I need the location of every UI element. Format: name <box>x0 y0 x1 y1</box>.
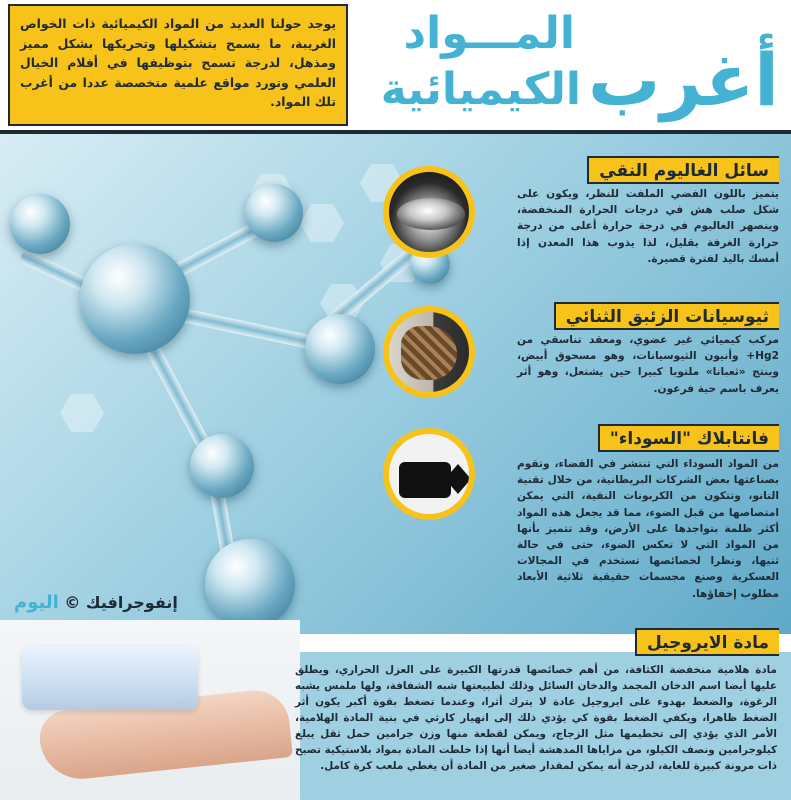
atom <box>245 184 303 242</box>
atom <box>80 244 190 354</box>
header <box>0 0 791 134</box>
title-line-2: الكيميائية <box>380 64 581 115</box>
gallium-image <box>383 166 475 258</box>
atom <box>205 539 295 629</box>
section-body-gallium: يتميز باللون الفضي الملفت للنظر، ويكون على شكل صلب هش في درجات الحرارة المنخفضة، وينصهر الغاليوم في درجة حرارة أعلى من درجة حرارة الغرفة بقليل، لذا يذوب هذا المعدن إذا أمسك باليد لفترة قصيرة. <box>517 188 779 265</box>
section-title-gallium: سائل الغاليوم النقي <box>587 156 779 184</box>
title-line-1: المـــواد <box>403 8 575 59</box>
section-body-vantablack: من المواد السوداء التي تنتشر في الفضاء، وتقوم بصناعتها بعض الشركات البريطانية، من خلال تقنية النانو، وتتكون من الكربونات النقية، التي يمكن امتصاصها من قبل الضوء، مما قد يجعل هذه المواد أكثر ظلمة بتواجدها على الأرض، وقد تتميز بأنها من المواد التي لا تعكس الضوء، حتى في حالة ثنيها، ونظرا لخصائصها تستخدم في المجالات العسكرية وصنع مجسمات حقيقية ثلاثية الأبعاد مطلوب إخفاؤها. <box>517 458 779 600</box>
aerogel-block <box>22 646 198 710</box>
section-body-mercury-thiocyanate: مركب كيميائي غير عضوي، ومعقد تناسقي من Hg2+ وأنيون الثيوسيانات، وهو مسحوق أبيض، وينتج «ثعبانا» ملتويا كبيرا حين يشتعل، وهو أثر يعرف باسم حية فرعون. <box>517 334 779 395</box>
hexagon-decoration <box>60 394 104 432</box>
intro-box <box>8 4 348 126</box>
section-title-mercury-thiocyanate: ثيوسيانات الزئبق الثنائي <box>554 302 779 330</box>
atom <box>305 314 375 384</box>
intro-text: يوجد حولنا العديد من المواد الكيميائية ذات الخواص الغريبة، ما يسمح بتشكيلها وتحريكها بشكل مميز ومذهل، لدرجة تسمح بتوظيفها في أفلام الخيال العلمي وتورد مواقع علمية متخصصة عددا من أغرب تلك المواد. <box>20 16 336 109</box>
mercury-thiocyanate-image <box>383 306 475 398</box>
vantablack-image <box>383 428 475 520</box>
brand-credit <box>14 592 178 616</box>
section-body-aerogel: مادة هلامية منخفضة الكثافة، من أهم خصائصها قدرتها الكبيرة على العزل الحراري، ويطلق عليها أيضا اسم الدخان المجمد والدخان السائل وذلك لطبيعتها شبه الشفافة، ولها ملمس يشبه الرغوة، والضغط بهدوء على ايروجيل عادة لا يترك أثرا، وعندما تضغط بقوة أكبر يكون أثر الضغط ظاهرا، ويكفي الضغط بقوة كي يؤدي ذلك إلى انهيار كارثي في بنية المادة الهلامية، الأمر الذي يؤدي إلى تحطيمها مثل الزجاج، ويمكن لقطعة منها وزن جرامين حمل ثقل يبلغ كيلوجرامين ونصف الكيلو، من مزاياها المدهشة أيضا أنها إذا خلطت المادة بمواد بلاستيكية تصبح ذات مرونة كبيرة للغاية، لدرجة أنه يمكن لمقدار صغير من المادة أن يغطي ملعب كرة كامل. <box>295 664 777 772</box>
brand-logo: اليوم <box>14 592 59 613</box>
atom <box>190 434 254 498</box>
title-main: أغرب <box>587 38 779 122</box>
hexagon-decoration <box>300 204 344 242</box>
section-title-aerogel: مادة الايروجيل <box>635 628 779 656</box>
section-title-vantablack: فانتابلاك "السوداء" <box>598 424 779 452</box>
brand-label: إنفوجرافيك © <box>64 593 178 612</box>
atom <box>10 194 70 254</box>
title-block <box>359 6 779 126</box>
